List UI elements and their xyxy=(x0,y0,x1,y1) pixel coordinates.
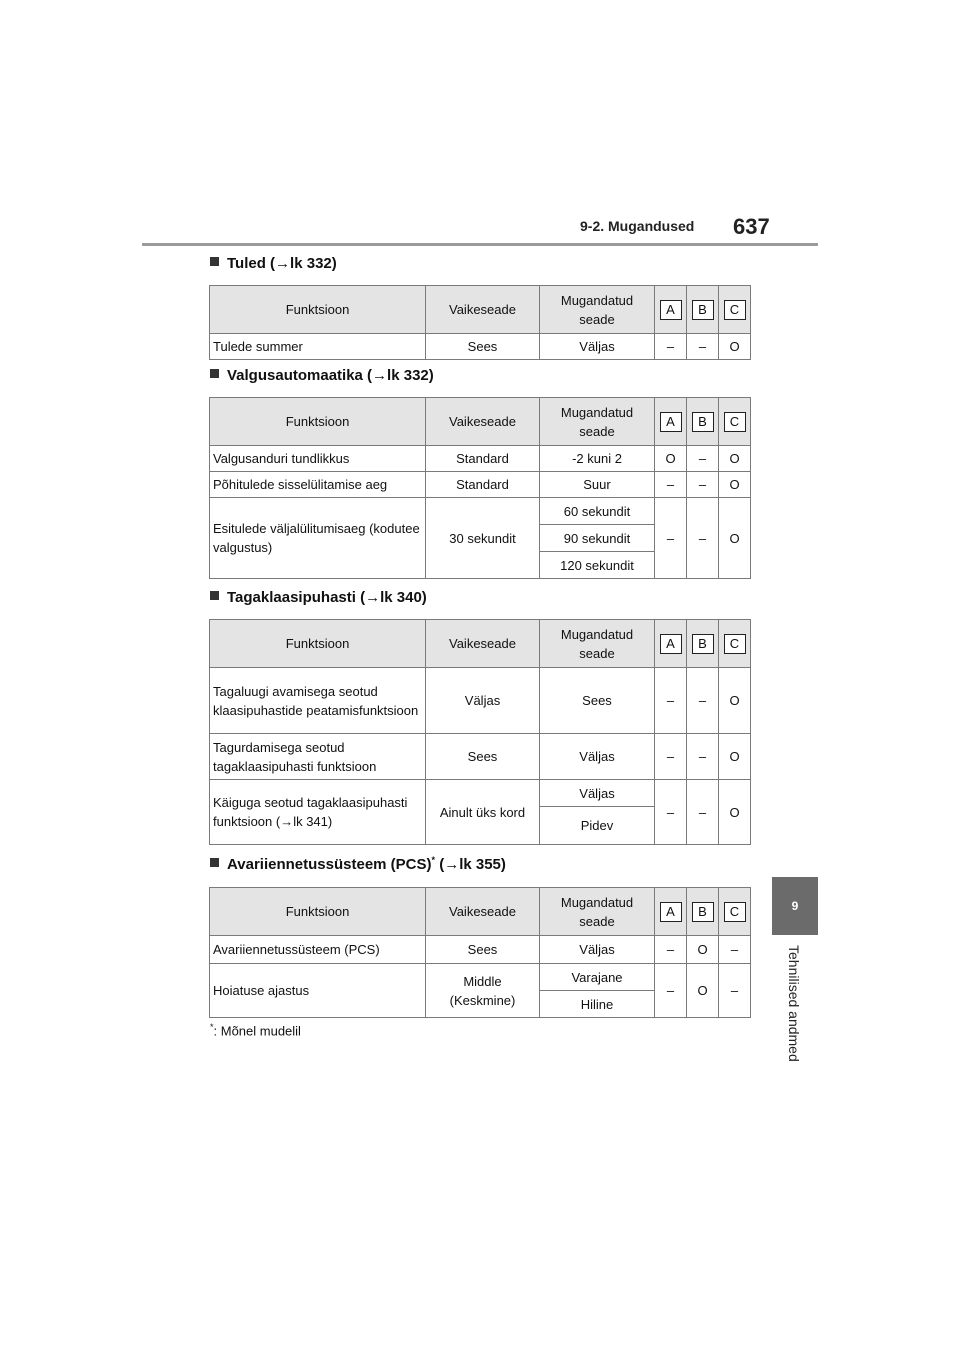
cell-c: – xyxy=(719,964,751,1018)
table-row xyxy=(210,734,751,780)
col-header-c: C xyxy=(724,902,746,922)
cell-default: Sees xyxy=(426,334,540,360)
cell-default: Ainult üks kord xyxy=(426,780,540,845)
cell-b: – xyxy=(687,668,719,734)
table-row xyxy=(210,936,751,964)
cell-c: O xyxy=(719,498,751,579)
cell-function: Avariiennetussüsteem (PCS) xyxy=(210,936,426,964)
cell-a: – xyxy=(655,964,687,1018)
cell-b: – xyxy=(687,780,719,845)
cell-c: O xyxy=(719,734,751,780)
pcs-table xyxy=(209,887,751,1018)
table-header-row xyxy=(210,398,751,446)
light-auto-table xyxy=(209,397,751,579)
section-title-lights: Tuled (→lk 332) xyxy=(210,255,337,272)
table-header-row xyxy=(210,888,751,936)
cell-default: Middle (Keskmine) xyxy=(426,964,540,1018)
cell-custom-option: 60 sekundit xyxy=(540,498,655,525)
cell-default: Väljas xyxy=(426,668,540,734)
col-header-custom: Mugandatud seade xyxy=(540,286,655,334)
cell-custom: Väljas xyxy=(540,334,655,360)
col-header-custom: Mugandatud seade xyxy=(540,398,655,446)
square-bullet-icon xyxy=(210,858,219,867)
cell-b: – xyxy=(687,498,719,579)
square-bullet-icon xyxy=(210,257,219,266)
cell-function: Põhitulede sisselülitamise aeg xyxy=(210,472,426,498)
col-header-default: Vaikeseade xyxy=(426,398,540,446)
cell-function: Esitulede väljalülitumisaeg (kodutee valgustus) xyxy=(210,498,426,579)
cell-default: 30 sekundit xyxy=(426,498,540,579)
cell-c: O xyxy=(719,472,751,498)
cell-custom-option: 120 sekundit xyxy=(540,552,655,579)
cell-custom-option: Väljas xyxy=(540,780,655,807)
cell-custom: Sees xyxy=(540,668,655,734)
cell-custom: Suur xyxy=(540,472,655,498)
col-header-function: Funktsioon xyxy=(210,888,426,936)
chapter-tab: 9 xyxy=(772,877,818,935)
cell-custom-option: Varajane xyxy=(540,964,655,991)
table-row xyxy=(210,780,751,807)
cell-custom: Väljas xyxy=(540,734,655,780)
cell-a: – xyxy=(655,734,687,780)
cell-default: Sees xyxy=(426,936,540,964)
cell-b: O xyxy=(687,936,719,964)
cell-c: O xyxy=(719,668,751,734)
cell-a: – xyxy=(655,780,687,845)
col-header-b: B xyxy=(692,634,714,654)
cell-default: Standard xyxy=(426,472,540,498)
cell-function: Tagaluugi avamisega seotud klaasipuhastide peatamisfunktsioon xyxy=(210,668,426,734)
lights-table xyxy=(209,285,751,360)
footnote: *: Mõnel mudelil xyxy=(210,1022,301,1039)
cell-custom-option: Pidev xyxy=(540,807,655,845)
rear-wiper-table xyxy=(209,619,751,845)
col-header-b: B xyxy=(692,902,714,922)
cell-c: O xyxy=(719,446,751,472)
cell-function: Hoiatuse ajastus xyxy=(210,964,426,1018)
section-title-rear-wiper: Tagaklaasipuhasti (→lk 340) xyxy=(210,589,427,606)
cell-c: – xyxy=(719,936,751,964)
table-header-row xyxy=(210,286,751,334)
table-row xyxy=(210,334,751,360)
cell-a: O xyxy=(655,446,687,472)
cell-custom-option: Hiline xyxy=(540,991,655,1018)
col-header-function: Funktsioon xyxy=(210,398,426,446)
cell-function: Tulede summer xyxy=(210,334,426,360)
cell-function: Käiguga seotud tagaklaasipuhasti funktsioon (→lk 341) xyxy=(210,780,426,845)
cell-a: – xyxy=(655,472,687,498)
cell-c: O xyxy=(719,780,751,845)
square-bullet-icon xyxy=(210,369,219,378)
cell-function: Valgusanduri tundlikkus xyxy=(210,446,426,472)
table-row xyxy=(210,668,751,734)
cell-b: – xyxy=(687,472,719,498)
cell-a: – xyxy=(655,334,687,360)
cell-custom: -2 kuni 2 xyxy=(540,446,655,472)
table-row xyxy=(210,498,751,525)
col-header-default: Vaikeseade xyxy=(426,620,540,668)
table-row xyxy=(210,472,751,498)
col-header-a: A xyxy=(660,634,682,654)
section-title-light-auto: Valgusautomaatika (→lk 332) xyxy=(210,367,434,384)
col-header-default: Vaikeseade xyxy=(426,888,540,936)
page-number: 637 xyxy=(733,214,770,239)
cell-b: O xyxy=(687,964,719,1018)
col-header-c: C xyxy=(724,412,746,432)
col-header-a: A xyxy=(660,902,682,922)
col-header-a: A xyxy=(660,300,682,320)
cell-function: Tagurdamisega seotud tagaklaasipuhasti funktsioon xyxy=(210,734,426,780)
col-header-default: Vaikeseade xyxy=(426,286,540,334)
cell-default: Standard xyxy=(426,446,540,472)
col-header-b: B xyxy=(692,412,714,432)
cell-c: O xyxy=(719,334,751,360)
col-header-c: C xyxy=(724,634,746,654)
square-bullet-icon xyxy=(210,591,219,600)
table-header-row xyxy=(210,620,751,668)
col-header-custom: Mugandatud seade xyxy=(540,888,655,936)
col-header-c: C xyxy=(724,300,746,320)
cell-b: – xyxy=(687,446,719,472)
col-header-function: Funktsioon xyxy=(210,286,426,334)
cell-b: – xyxy=(687,334,719,360)
cell-default: Sees xyxy=(426,734,540,780)
cell-b: – xyxy=(687,734,719,780)
cell-a: – xyxy=(655,498,687,579)
col-header-custom: Mugandatud seade xyxy=(540,620,655,668)
table-row xyxy=(210,964,751,991)
cell-a: – xyxy=(655,668,687,734)
table-row xyxy=(210,446,751,472)
cell-custom-option: 90 sekundit xyxy=(540,525,655,552)
chapter-label: Tehnilised andmed xyxy=(786,945,802,1062)
col-header-b: B xyxy=(692,300,714,320)
cell-custom: Väljas xyxy=(540,936,655,964)
col-header-function: Funktsioon xyxy=(210,620,426,668)
col-header-a: A xyxy=(660,412,682,432)
cell-a: – xyxy=(655,936,687,964)
header-section-title: 9-2. Mugandused xyxy=(580,218,695,234)
header-rule xyxy=(142,243,818,246)
section-title-pcs: Avariiennetussüsteem (PCS)* (→lk 355) xyxy=(210,855,506,873)
